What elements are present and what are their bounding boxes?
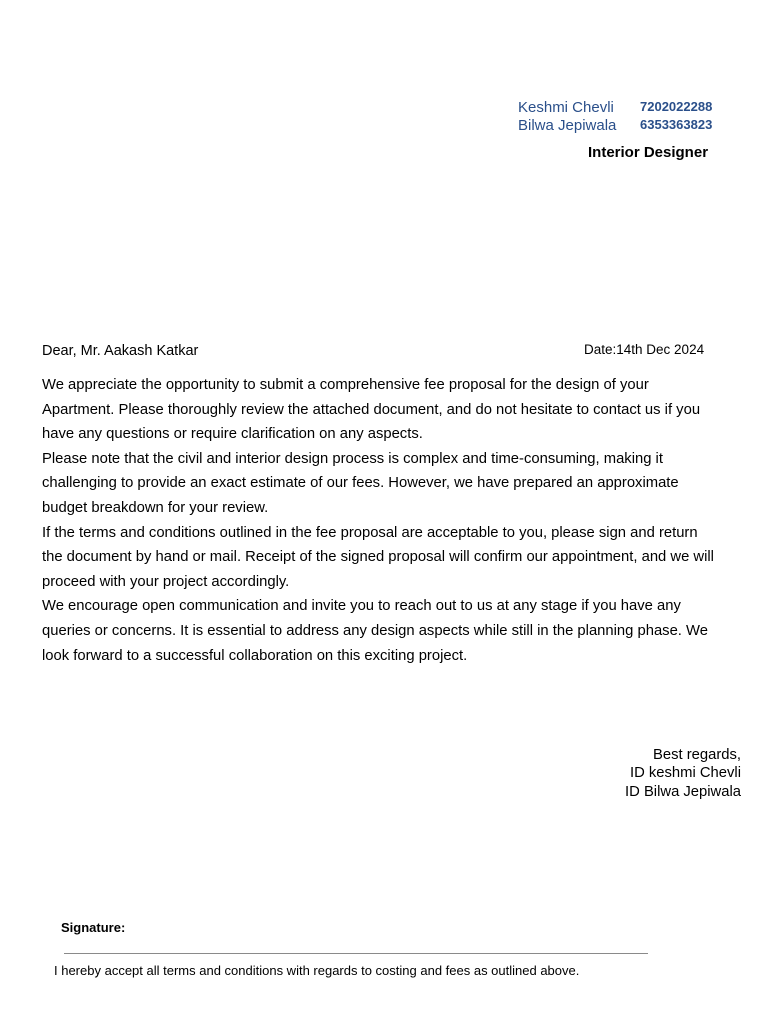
paragraph-process: Please note that the civil and interior design process is complex and time-consuming, making it challenging to provide an exact estimate of our fees. However, we have prepared an approximate budget breakdown for your review. <box>42 450 679 516</box>
signature-line[interactable] <box>64 953 648 954</box>
signatory-keshmi: ID keshmi Chevli <box>629 765 741 782</box>
contact-name-keshmi: Keshmi Chevli <box>518 99 614 116</box>
letter-body <box>42 373 722 668</box>
contact-phone-keshmi: 7202022288 <box>640 99 713 114</box>
designer-role: Interior Designer <box>588 144 709 161</box>
contact-phone-bilwa: 6353363823 <box>640 117 713 132</box>
paragraph-opportunity: We appreciate the opportunity to submit a comprehensive fee proposal for the design of your Apartment. Please thoroughly review the attached document, and do not hesitate to contact us if you have any questions or require clarification on any aspects. <box>42 377 701 443</box>
closing-block <box>625 746 741 801</box>
salutation: Dear, Mr. Aakash Katkar <box>42 343 199 359</box>
signature-label: Signature: <box>61 920 126 935</box>
letter-date: Date:14th Dec 2024 <box>584 342 705 357</box>
paragraph-communication: We encourage open communication and invite you to reach out to us at any stage if you have any queries or concerns. It is essential to address any design aspects while still in the planning phase. We look forward to a successful collaboration on this exciting project. <box>42 598 708 664</box>
closing-regards: Best regards, <box>652 747 741 763</box>
acceptance-statement: I hereby accept all terms and conditions with regards to costing and fees as outlined above. <box>54 963 580 978</box>
contact-name-bilwa: Bilwa Jepiwala <box>518 117 617 134</box>
paragraph-terms: If the terms and conditions outlined in the fee proposal are acceptable to you, please sign and return the document by hand or mail. Receipt of the signed proposal will confirm our appointment, and we will proceed with your project accordingly. <box>42 524 714 590</box>
signatory-bilwa: ID Bilwa Jepiwala <box>625 783 741 800</box>
